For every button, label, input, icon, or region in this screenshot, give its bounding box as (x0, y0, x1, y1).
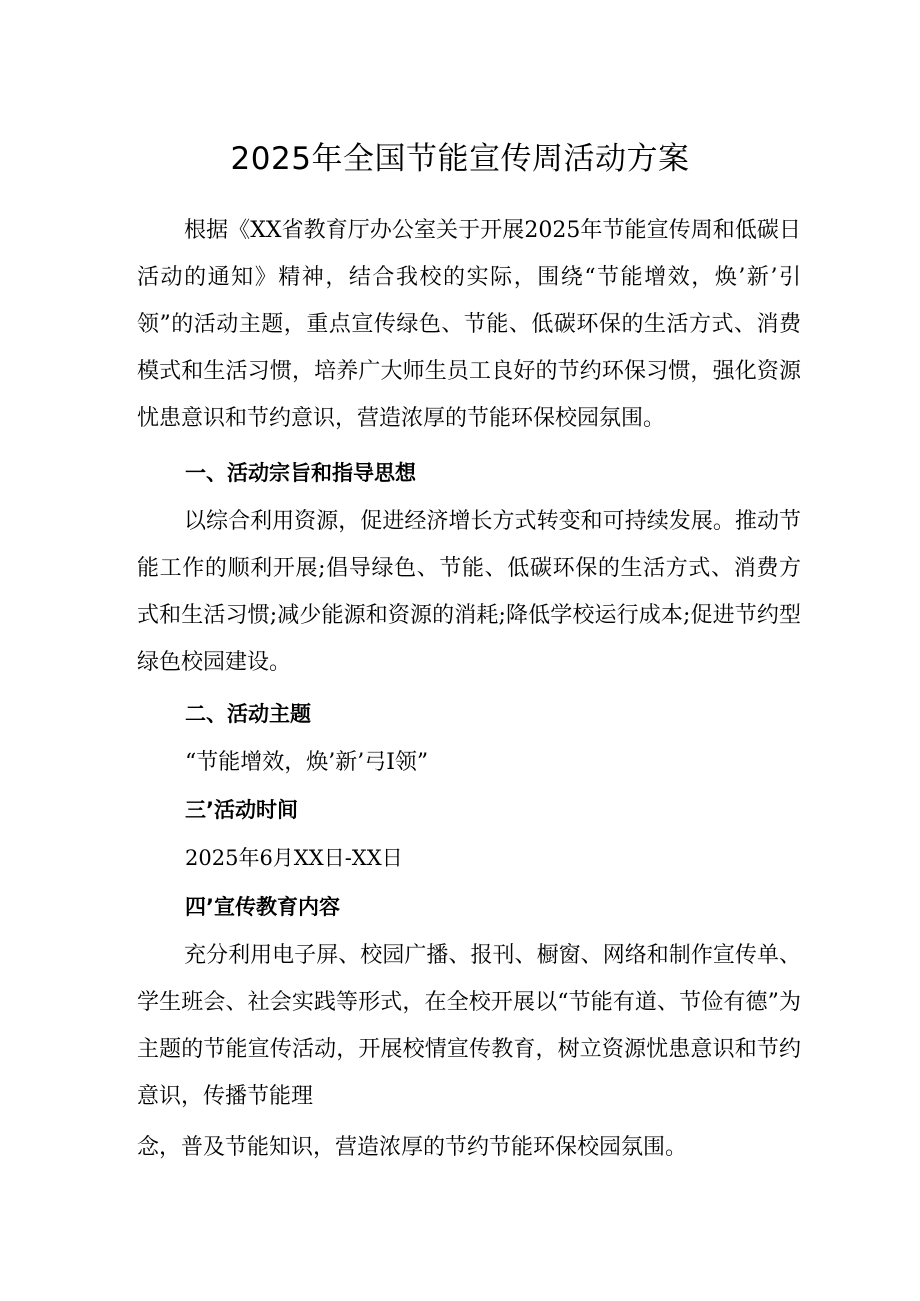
section-body-content: 充分利用电子屏、校园广播、报刊、橱窗、网络和制作宣传单、学生班会、社会实践等形式，在全校开展以“节能有道、节俭有德”为主题的节能宣传活动，开展校情宣传教育，树立资源忧患意识和节约意识，传播节能理 (137, 943, 801, 1109)
section-body-theme: “节能增效，焕’新’弓I领” (185, 750, 429, 775)
section-body-purpose: 以综合利用资源，促进经济增长方式转变和可持续发展。推动节能工作的顺利开展;倡导绿色、节能、低碳环保的生活方式、消费方式和生活习惯;减少能源和资源的消耗;降低学校运行成本;促进节约型绿色校园建设。 (137, 509, 801, 675)
intro-paragraph: 根据《XX省教育厅办公室关于开展2025年节能宣传周和低碳日活动的通知》精神，结合我校的实际，围绕“节能增效，焕’新’引领”的活动主题，重点宣传绿色、节能、低碳环保的生活方式、消费模式和生活习惯，培养广大师生员工良好的节约环保习惯，强化资源忧患意识和节约意识，营造浓厚的节能环保校园氛围。 (137, 218, 801, 431)
section-heading-theme: 二、活动主题 (185, 702, 311, 726)
section-body-content-continuation: 念，普及节能知识，营造浓厚的节约节能环保校园氛围。 (137, 1135, 688, 1160)
section-body-time: 2025年6月XX日-XX日 (185, 846, 403, 870)
document-title: 2025年全国节能宣传周活动方案 (230, 140, 690, 177)
section-heading-time: 三’活动时间 (185, 798, 298, 822)
section-heading-purpose: 一、活动宗旨和指导思想 (185, 461, 416, 485)
section-heading-content: 四’宣传教育内容 (185, 895, 340, 919)
